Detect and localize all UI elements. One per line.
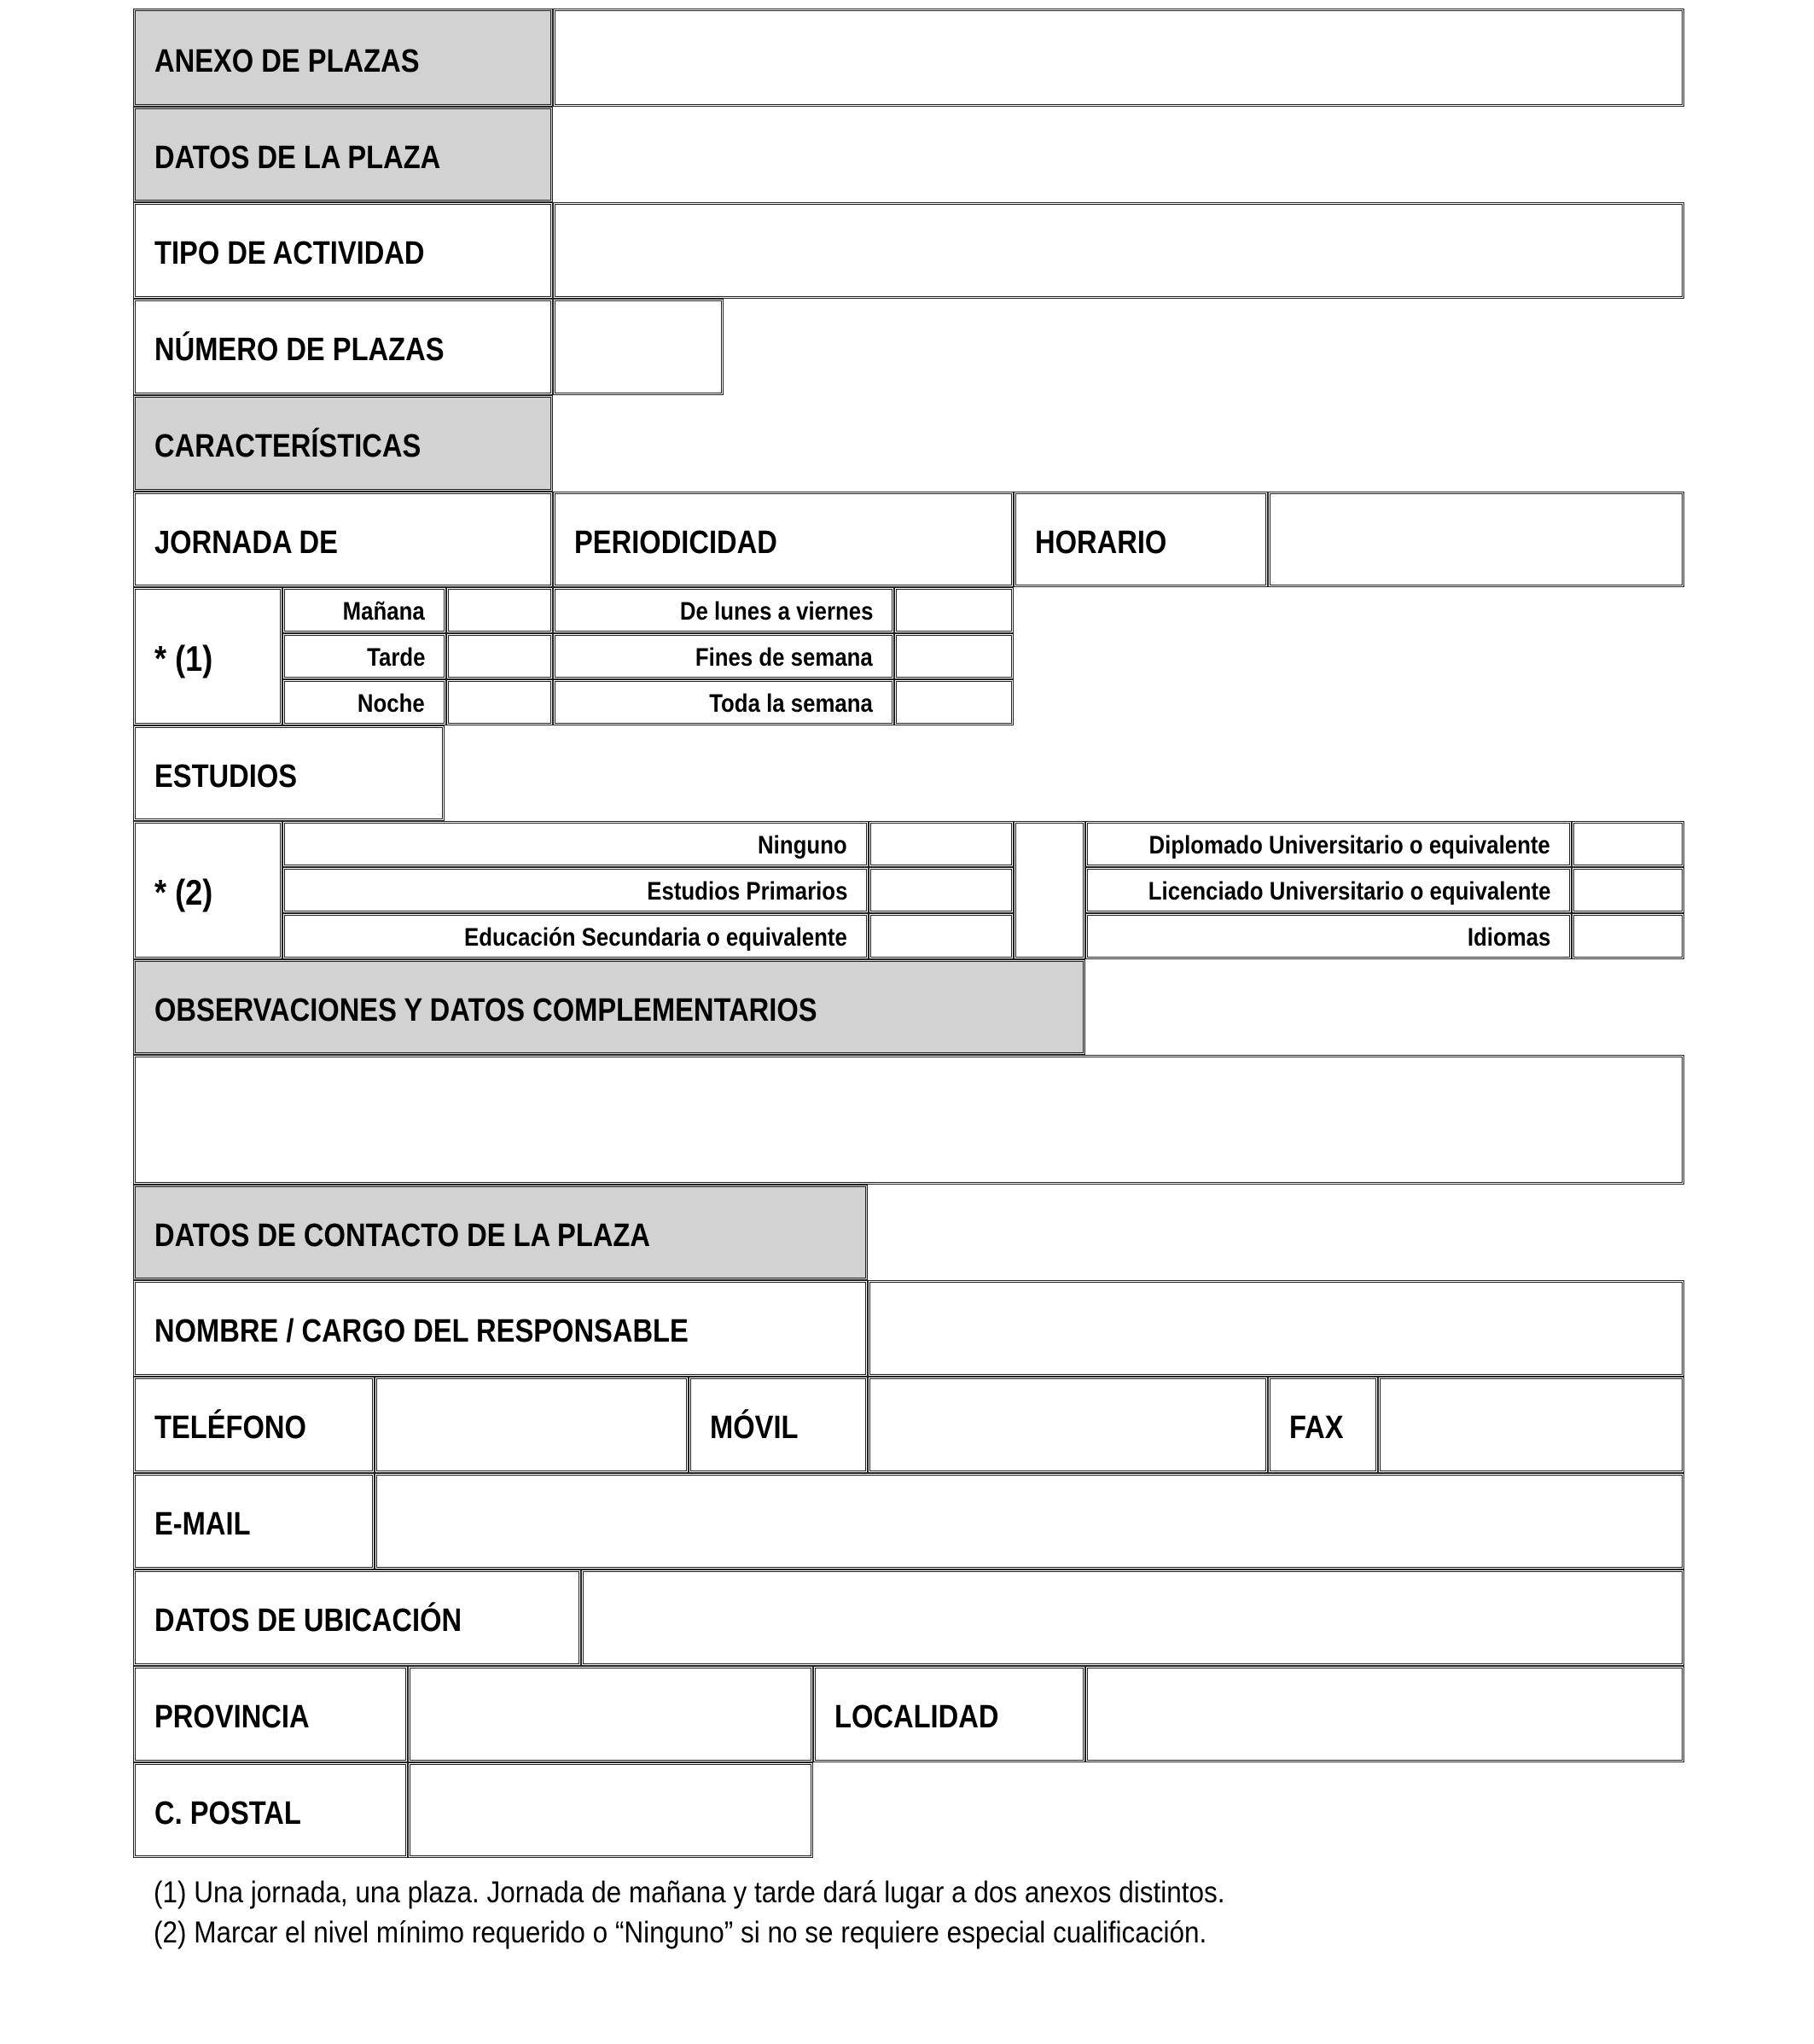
horario-field[interactable]: [1268, 492, 1684, 587]
contacto-cell: [133, 1185, 868, 1280]
fax-field[interactable]: [1378, 1377, 1684, 1473]
jornada-option-label: Mañana: [342, 597, 425, 626]
telefono-field[interactable]: [375, 1377, 689, 1473]
observaciones-field[interactable]: [133, 1055, 1684, 1185]
footnote-1: (1) Una jornada, una plaza. Jornada de mañana y tarde dará lugar a dos anexos distintos.: [154, 1876, 1225, 1909]
email-cell: [133, 1473, 375, 1569]
movil-cell: [689, 1377, 868, 1473]
estudios-option-label: Ninguno: [758, 831, 847, 859]
estudios-option-label: Licenciado Universitario o equivalente: [1148, 877, 1550, 906]
periodicidad-option-checkbox[interactable]: [894, 679, 1014, 725]
anexo-title: ANEXO DE PLAZAS: [154, 44, 420, 79]
caracteristicas-cell: [133, 395, 553, 492]
tipo-actividad-field[interactable]: [553, 202, 1684, 299]
contacto-label: DATOS DE CONTACTO DE LA PLAZA: [154, 1218, 650, 1254]
marker-2: * (2): [154, 872, 213, 912]
jornada-option-cell: [282, 633, 446, 679]
responsable-field[interactable]: [868, 1280, 1684, 1377]
numero-plazas-cell: [133, 299, 553, 395]
jornada-option-checkbox[interactable]: [446, 633, 553, 679]
periodicidad-label: PERIODICIDAD: [574, 525, 777, 561]
jornada-option-cell: [282, 587, 446, 633]
telefono-cell: [133, 1377, 375, 1473]
horario-label: HORARIO: [1035, 525, 1167, 561]
localidad-label: LOCALIDAD: [834, 1699, 999, 1735]
telefono-label: TELÉFONO: [154, 1410, 306, 1446]
estudios-option-cell: [282, 867, 869, 913]
estudios-option-label: Diplomado Universitario o equivalente: [1148, 831, 1550, 859]
estudios-spacer: [1014, 821, 1085, 959]
periodicidad-option-label: De lunes a viernes: [679, 597, 873, 626]
periodicidad-option-label: Toda la semana: [709, 690, 873, 718]
responsable-label: NOMBRE / CARGO DEL RESPONSABLE: [154, 1313, 689, 1349]
ubicacion-field[interactable]: [581, 1569, 1684, 1666]
estudios-option-checkbox[interactable]: [1572, 867, 1684, 913]
numero-plazas-field[interactable]: [553, 299, 724, 395]
estudios-cell: [133, 725, 445, 821]
marker-1: * (1): [154, 638, 213, 678]
postal-field[interactable]: [408, 1762, 813, 1858]
estudios-option-cell: [1085, 867, 1572, 913]
movil-field[interactable]: [868, 1377, 1268, 1473]
movil-label: MÓVIL: [710, 1410, 799, 1446]
provincia-field[interactable]: [408, 1666, 813, 1762]
fax-label: FAX: [1289, 1410, 1344, 1446]
jornada-header-cell: [133, 492, 553, 587]
estudios-option-label: Estudios Primarios: [646, 877, 847, 906]
periodicidad-option-checkbox[interactable]: [894, 587, 1014, 633]
jornada-option-label: Tarde: [366, 643, 425, 672]
fax-cell: [1268, 1377, 1378, 1473]
estudios-option-cell: [282, 913, 869, 959]
provincia-cell: [133, 1666, 408, 1762]
estudios-option-cell: [282, 821, 869, 867]
numero-plazas-label: NÚMERO DE PLAZAS: [154, 332, 445, 368]
jornada-option-cell: [282, 679, 446, 725]
periodicidad-option-label: Fines de semana: [695, 643, 873, 672]
postal-cell: [133, 1762, 408, 1858]
periodicidad-option-cell: [553, 679, 894, 725]
estudios-option-label: Idiomas: [1467, 923, 1550, 952]
estudios-option-checkbox[interactable]: [1572, 913, 1684, 959]
provincia-label: PROVINCIA: [154, 1699, 310, 1735]
periodicidad-header-cell: [553, 492, 1014, 587]
tipo-actividad-cell: [133, 202, 553, 299]
postal-label: C. POSTAL: [154, 1796, 301, 1831]
observaciones-label: OBSERVACIONES Y DATOS COMPLEMENTARIOS: [154, 993, 817, 1028]
horario-header-cell: [1014, 492, 1268, 587]
email-label: E-MAIL: [154, 1506, 251, 1542]
ubicacion-cell: [133, 1569, 581, 1666]
marker-2-cell: [133, 821, 282, 959]
estudios-option-checkbox[interactable]: [1572, 821, 1684, 867]
estudios-label: ESTUDIOS: [154, 759, 298, 795]
jornada-option-checkbox[interactable]: [446, 587, 553, 633]
anexo-field[interactable]: [553, 9, 1684, 107]
jornada-option-label: Noche: [358, 690, 425, 718]
estudios-option-cell: [1085, 821, 1572, 867]
estudios-option-checkbox[interactable]: [869, 867, 1014, 913]
localidad-field[interactable]: [1085, 1666, 1684, 1762]
jornada-label: JORNADA DE: [154, 525, 338, 561]
datos-plaza-cell: [133, 107, 553, 202]
jornada-option-checkbox[interactable]: [446, 679, 553, 725]
tipo-actividad-label: TIPO DE ACTIVIDAD: [154, 236, 425, 271]
estudios-option-cell: [1085, 913, 1572, 959]
caracteristicas-label: CARACTERÍSTICAS: [154, 428, 422, 464]
estudios-option-checkbox[interactable]: [869, 913, 1014, 959]
anexo-title-cell: [133, 9, 553, 107]
datos-plaza-label: DATOS DE LA PLAZA: [154, 140, 441, 176]
observaciones-cell: [133, 959, 1085, 1055]
periodicidad-option-cell: [553, 633, 894, 679]
periodicidad-option-checkbox[interactable]: [894, 633, 1014, 679]
footnote-2: (2) Marcar el nivel mínimo requerido o “Ninguno” si no se requiere especial cualificación.: [154, 1916, 1207, 1949]
periodicidad-option-cell: [553, 587, 894, 633]
estudios-option-checkbox[interactable]: [869, 821, 1014, 867]
email-field[interactable]: [375, 1473, 1684, 1569]
marker-1-cell: [133, 587, 282, 725]
ubicacion-label: DATOS DE UBICACIÓN: [154, 1603, 462, 1639]
estudios-option-label: Educación Secundaria o equivalente: [464, 923, 847, 952]
responsable-cell: [133, 1280, 868, 1377]
localidad-cell: [813, 1666, 1085, 1762]
